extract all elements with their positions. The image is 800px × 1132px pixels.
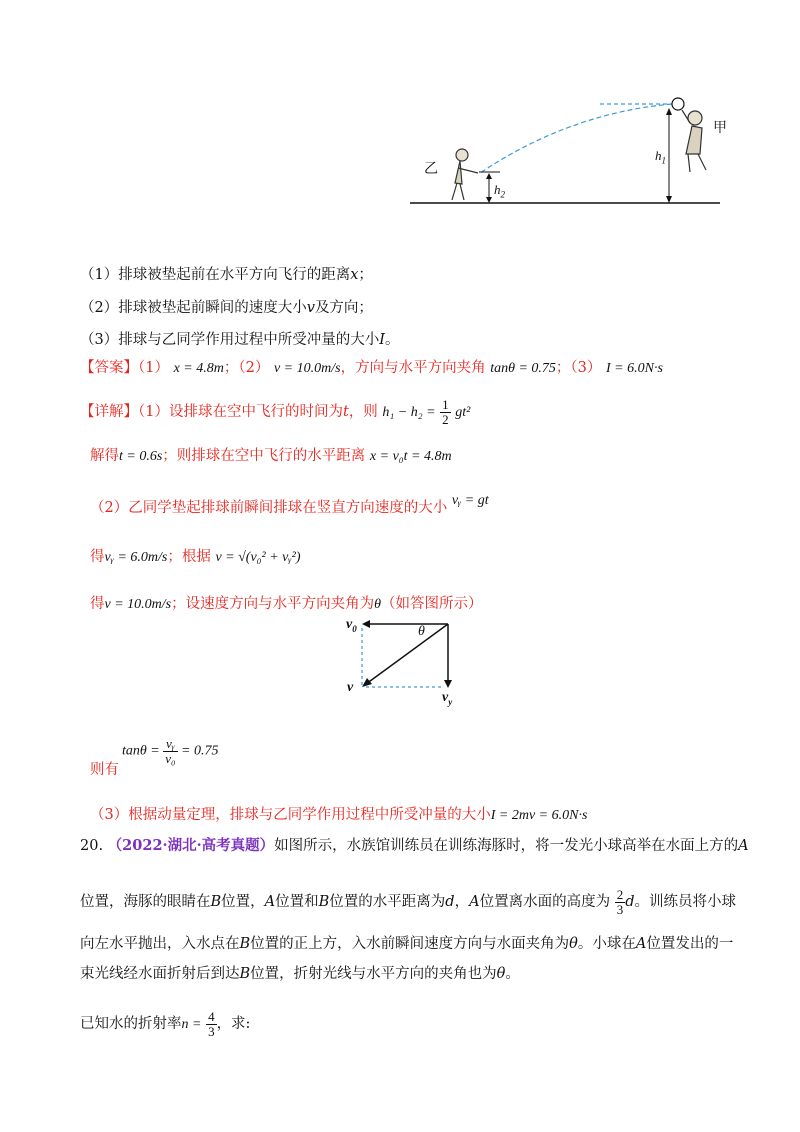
detail-line-2: 解得t = 0.6s；则排球在空中飞行的水平距离 x = v₀t = 4.8m	[90, 448, 452, 464]
label-v: v	[347, 680, 354, 695]
problem20-line-3: 向左水平抛出，入水点在B位置的正上方，入水前瞬间速度方向与水面夹角为θ。小球在A位置发出的一	[80, 936, 734, 952]
problem20-line-2: 位置，海豚的眼睛在B位置，A位置和B位置的水平距离为d，A位置离水面的高度为 $\frac{2}{3}$ d。训练员将小球	[80, 887, 736, 917]
detail-tag: 【详解】	[80, 404, 138, 421]
label-h1: $h_1$	[655, 148, 666, 166]
detail-line-1: 【详解】（1）设排球在空中飞行的时间为t，则 h₁ − h₂ = $\frac{1}{2}$ gt²	[80, 397, 471, 427]
detail-line-7: （3）根据动量定理，排球与乙同学作用过程中所受冲量的大小I = 2mv = 6.0N·s	[90, 807, 588, 823]
problem-number: 20.	[80, 838, 104, 854]
ball	[672, 98, 684, 110]
question-1: （1）排球被垫起前在水平方向飞行的距离x；	[80, 267, 373, 283]
detail-line-6: 则有	[90, 762, 119, 778]
trajectory-curve	[480, 104, 672, 173]
answer-tag: 【答案】	[80, 360, 138, 376]
detail-line-4: 得vᵧ = 6.0m/s；根据 v = √(v₀² + vᵧ²)	[90, 549, 301, 565]
label-theta: θ	[418, 624, 425, 639]
label-yi: 乙	[424, 161, 438, 177]
problem20-line-5: 已知水的折射率n = $\frac{4}{3}$ ，求:	[80, 1009, 251, 1039]
person-jia	[682, 110, 706, 172]
volleyball-figure	[400, 88, 740, 218]
problem20-line-4: 束光线经水面折射后到达B位置，折射光线与水平方向的夹角也为θ。	[80, 966, 520, 982]
detail-line-3: （2）乙同学垫起排球前瞬间排球在竖直方向速度的大小 vᵧ = gt	[90, 493, 489, 516]
label-h2: $h_2$	[494, 182, 505, 200]
label-vy: $v_y$	[442, 690, 453, 707]
tan-equation: tanθ = $\frac{\text{vᵧ}}{\text{v₀}}$ = 0.75	[122, 736, 219, 766]
label-jia: 甲	[713, 120, 727, 136]
problem20-line-1: 20. （2022·湖北·高考真题）如图所示，水族馆训练员在训练海豚时，将一发光小球高举在水面上方的A	[80, 837, 749, 854]
question-2: （2）排球被垫起前瞬间的速度大小v及方向；	[80, 300, 373, 316]
person-yi	[452, 149, 478, 200]
detail-line-5: 得v = 10.0m/s；设速度方向与水平方向夹角为θ（如答图所示）	[90, 596, 483, 612]
question-3: （3）排球与乙同学作用过程中所受冲量的大小I。	[80, 332, 400, 348]
answer-line: 【答案】（1） x = 4.8m；（2） v = 10.0m/s，方向与水平方向夹角 tanθ = 0.75；（3） I = 6.0N·s	[80, 360, 663, 376]
label-v0: $v_0$	[346, 617, 357, 634]
problem-source: （2022·湖北·高考真题）	[107, 837, 275, 854]
